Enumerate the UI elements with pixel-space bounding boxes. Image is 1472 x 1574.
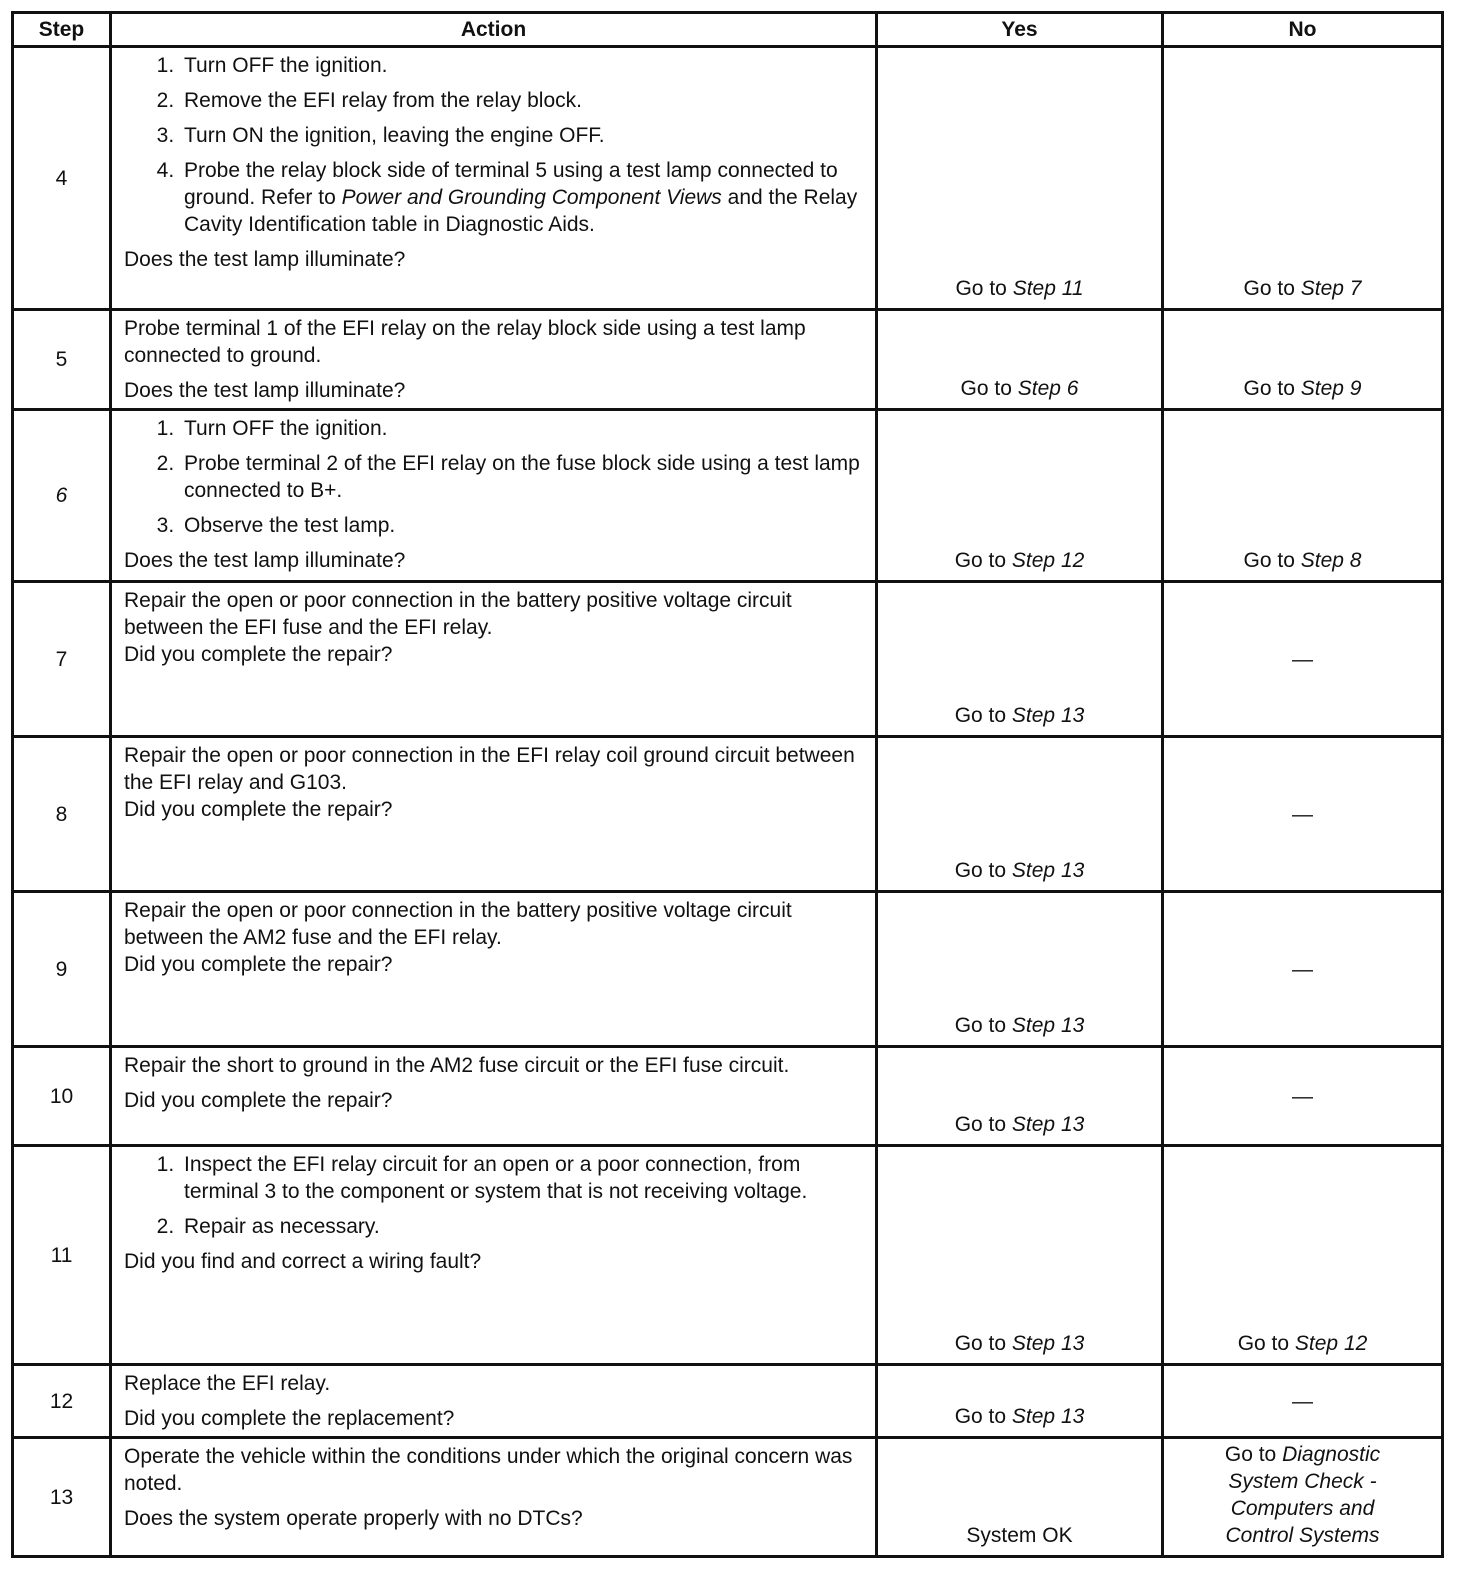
yes-cell [877, 892, 1163, 1047]
list-item: 2. Probe terminal 2 of the EFI relay on the fuse block side using a test lamp connected to B+. [180, 450, 861, 504]
action-cell [111, 47, 877, 310]
table-row [13, 1146, 1443, 1365]
list-item [180, 157, 861, 238]
no-cell: — [1163, 582, 1443, 737]
yes-cell [877, 1146, 1163, 1365]
step-link[interactable]: Step 11 [1012, 277, 1084, 300]
reference-link[interactable]: Diagnostic System Check - Computers and Control Systems [1225, 1443, 1381, 1547]
step-number: 13 [13, 1438, 111, 1557]
step-link[interactable]: Step 6 [1017, 377, 1079, 400]
action-list [124, 1151, 861, 1248]
question: Did you complete the repair? [124, 798, 393, 821]
header-step: Step [13, 13, 111, 47]
step-link[interactable]: Step 7 [1300, 277, 1362, 300]
yes-cell [877, 410, 1163, 582]
step-number: 7 [13, 582, 111, 737]
goto-label: Go to [1243, 377, 1295, 400]
yes-cell [877, 1365, 1163, 1438]
table-row [13, 47, 1443, 310]
action-cell [111, 892, 877, 1047]
table-row [13, 1047, 1443, 1146]
action-cell [111, 1438, 877, 1557]
step-number: 8 [13, 737, 111, 892]
action-list [124, 52, 861, 246]
goto-label: Go to [954, 1014, 1007, 1037]
no-cell [1163, 47, 1443, 310]
question: Did you complete the repair? [124, 1089, 393, 1112]
no-cell [1163, 410, 1443, 582]
list-item: 1. Inspect the EFI relay circuit for an open or a poor connection, from terminal 3 to the component or system that is not receiving voltage. [180, 1151, 861, 1205]
yes-cell [877, 1047, 1163, 1146]
no-cell [1163, 310, 1443, 410]
action-cell [111, 582, 877, 737]
goto-label: Go to [954, 1113, 1007, 1136]
step-link[interactable]: Step 13 [1011, 859, 1085, 882]
header-action: Action [111, 13, 877, 47]
action-list [124, 415, 861, 547]
question: Does the system operate properly with no DTCs? [124, 1507, 583, 1530]
goto-label: Go to [1224, 1443, 1277, 1466]
table-row [13, 892, 1443, 1047]
yes-cell: System OK [877, 1438, 1163, 1557]
step-link[interactable]: Step 9 [1300, 377, 1362, 400]
diagnostic-table [11, 11, 1444, 1558]
list-item: 1. Turn OFF the ignition. [180, 415, 861, 442]
action-text: Operate the vehicle within the conditions under which the original concern was noted. [124, 1445, 853, 1495]
question: Does the test lamp illuminate? [124, 379, 406, 402]
no-cell [1163, 1146, 1443, 1365]
yes-cell [877, 737, 1163, 892]
step-number: 11 [13, 1146, 111, 1365]
action-text: Repair the open or poor connection in the battery positive voltage circuit between the EFI fuse and the EFI relay. [124, 589, 792, 639]
action-cell [111, 1146, 877, 1365]
table-row [13, 1438, 1443, 1557]
item-text: Probe the relay block side of terminal 5 using a test lamp connected to ground. Refer to [184, 159, 838, 209]
question: Does the test lamp illuminate? [124, 549, 406, 572]
item-text: and the Relay Cavity Identification table in Diagnostic Aids. [184, 186, 858, 236]
action-text: Replace the EFI relay. [124, 1372, 331, 1395]
goto-label: Go to [1243, 277, 1295, 300]
step-link[interactable]: Step 13 [1011, 704, 1085, 727]
no-cell: — [1163, 737, 1443, 892]
goto-label: Go to [1243, 549, 1295, 572]
goto-label: Go to [1237, 1332, 1290, 1355]
step-number: 4 [13, 47, 111, 310]
list-item: 2. Remove the EFI relay from the relay block. [180, 87, 861, 114]
action-cell [111, 1365, 877, 1438]
no-cell: — [1163, 892, 1443, 1047]
step-number: 6 [13, 410, 111, 582]
header-row [13, 13, 1443, 47]
list-item: 2. Repair as necessary. [180, 1213, 861, 1240]
step-link[interactable]: Step 8 [1300, 549, 1362, 572]
table-row [13, 310, 1443, 410]
step-link[interactable]: Step 13 [1011, 1113, 1085, 1136]
yes-cell [877, 582, 1163, 737]
goto-label: Go to [954, 704, 1007, 727]
step-number: 5 [13, 310, 111, 410]
list-item: 3. Turn ON the ignition, leaving the engine OFF. [180, 122, 861, 149]
step-number: 10 [13, 1047, 111, 1146]
step-link[interactable]: Step 13 [1011, 1332, 1085, 1355]
step-link[interactable]: Step 12 [1011, 549, 1085, 572]
goto-label: Go to [955, 277, 1007, 300]
step-number: 9 [13, 892, 111, 1047]
action-cell [111, 737, 877, 892]
goto-label: Go to [954, 859, 1007, 882]
table-row [13, 737, 1443, 892]
table-row [13, 410, 1443, 582]
goto-label: Go to [954, 1332, 1007, 1355]
question: Did you find and correct a wiring fault? [124, 1250, 482, 1273]
action-text: Repair the open or poor connection in the battery positive voltage circuit between the AM2 fuse and the EFI relay. [124, 899, 792, 949]
action-cell [111, 410, 877, 582]
yes-cell [877, 310, 1163, 410]
action-text: Repair the open or poor connection in the EFI relay coil ground circuit between the EFI relay and G103. [124, 744, 855, 794]
header-yes: Yes [877, 13, 1163, 47]
table-row [13, 582, 1443, 737]
reference-link[interactable]: Power and Grounding Component Views [341, 186, 722, 209]
action-text: Repair the short to ground in the AM2 fuse circuit or the EFI fuse circuit. [124, 1054, 790, 1077]
step-link[interactable]: Step 13 [1011, 1014, 1085, 1037]
goto-label: Go to [960, 377, 1012, 400]
header-no: No [1163, 13, 1443, 47]
action-text: Probe terminal 1 of the EFI relay on the relay block side using a test lamp connected to ground. [124, 317, 806, 367]
action-cell [111, 310, 877, 410]
question: Did you complete the replacement? [124, 1407, 455, 1430]
no-cell: — [1163, 1365, 1443, 1438]
step-number: 12 [13, 1365, 111, 1438]
question: Does the test lamp illuminate? [124, 248, 406, 271]
question: Did you complete the repair? [124, 643, 393, 666]
no-cell: — [1163, 1047, 1443, 1146]
list-item: 1. Turn OFF the ignition. [180, 52, 861, 79]
no-cell [1163, 1438, 1443, 1557]
step-link[interactable]: Step 13 [1011, 1405, 1085, 1428]
goto-label: Go to [954, 1405, 1007, 1428]
action-cell [111, 1047, 877, 1146]
list-item: 3. Observe the test lamp. [180, 512, 861, 539]
goto-label: Go to [954, 549, 1007, 572]
step-link[interactable]: Step 12 [1294, 1332, 1368, 1355]
question: Did you complete the repair? [124, 953, 393, 976]
table-row [13, 1365, 1443, 1438]
yes-cell [877, 47, 1163, 310]
